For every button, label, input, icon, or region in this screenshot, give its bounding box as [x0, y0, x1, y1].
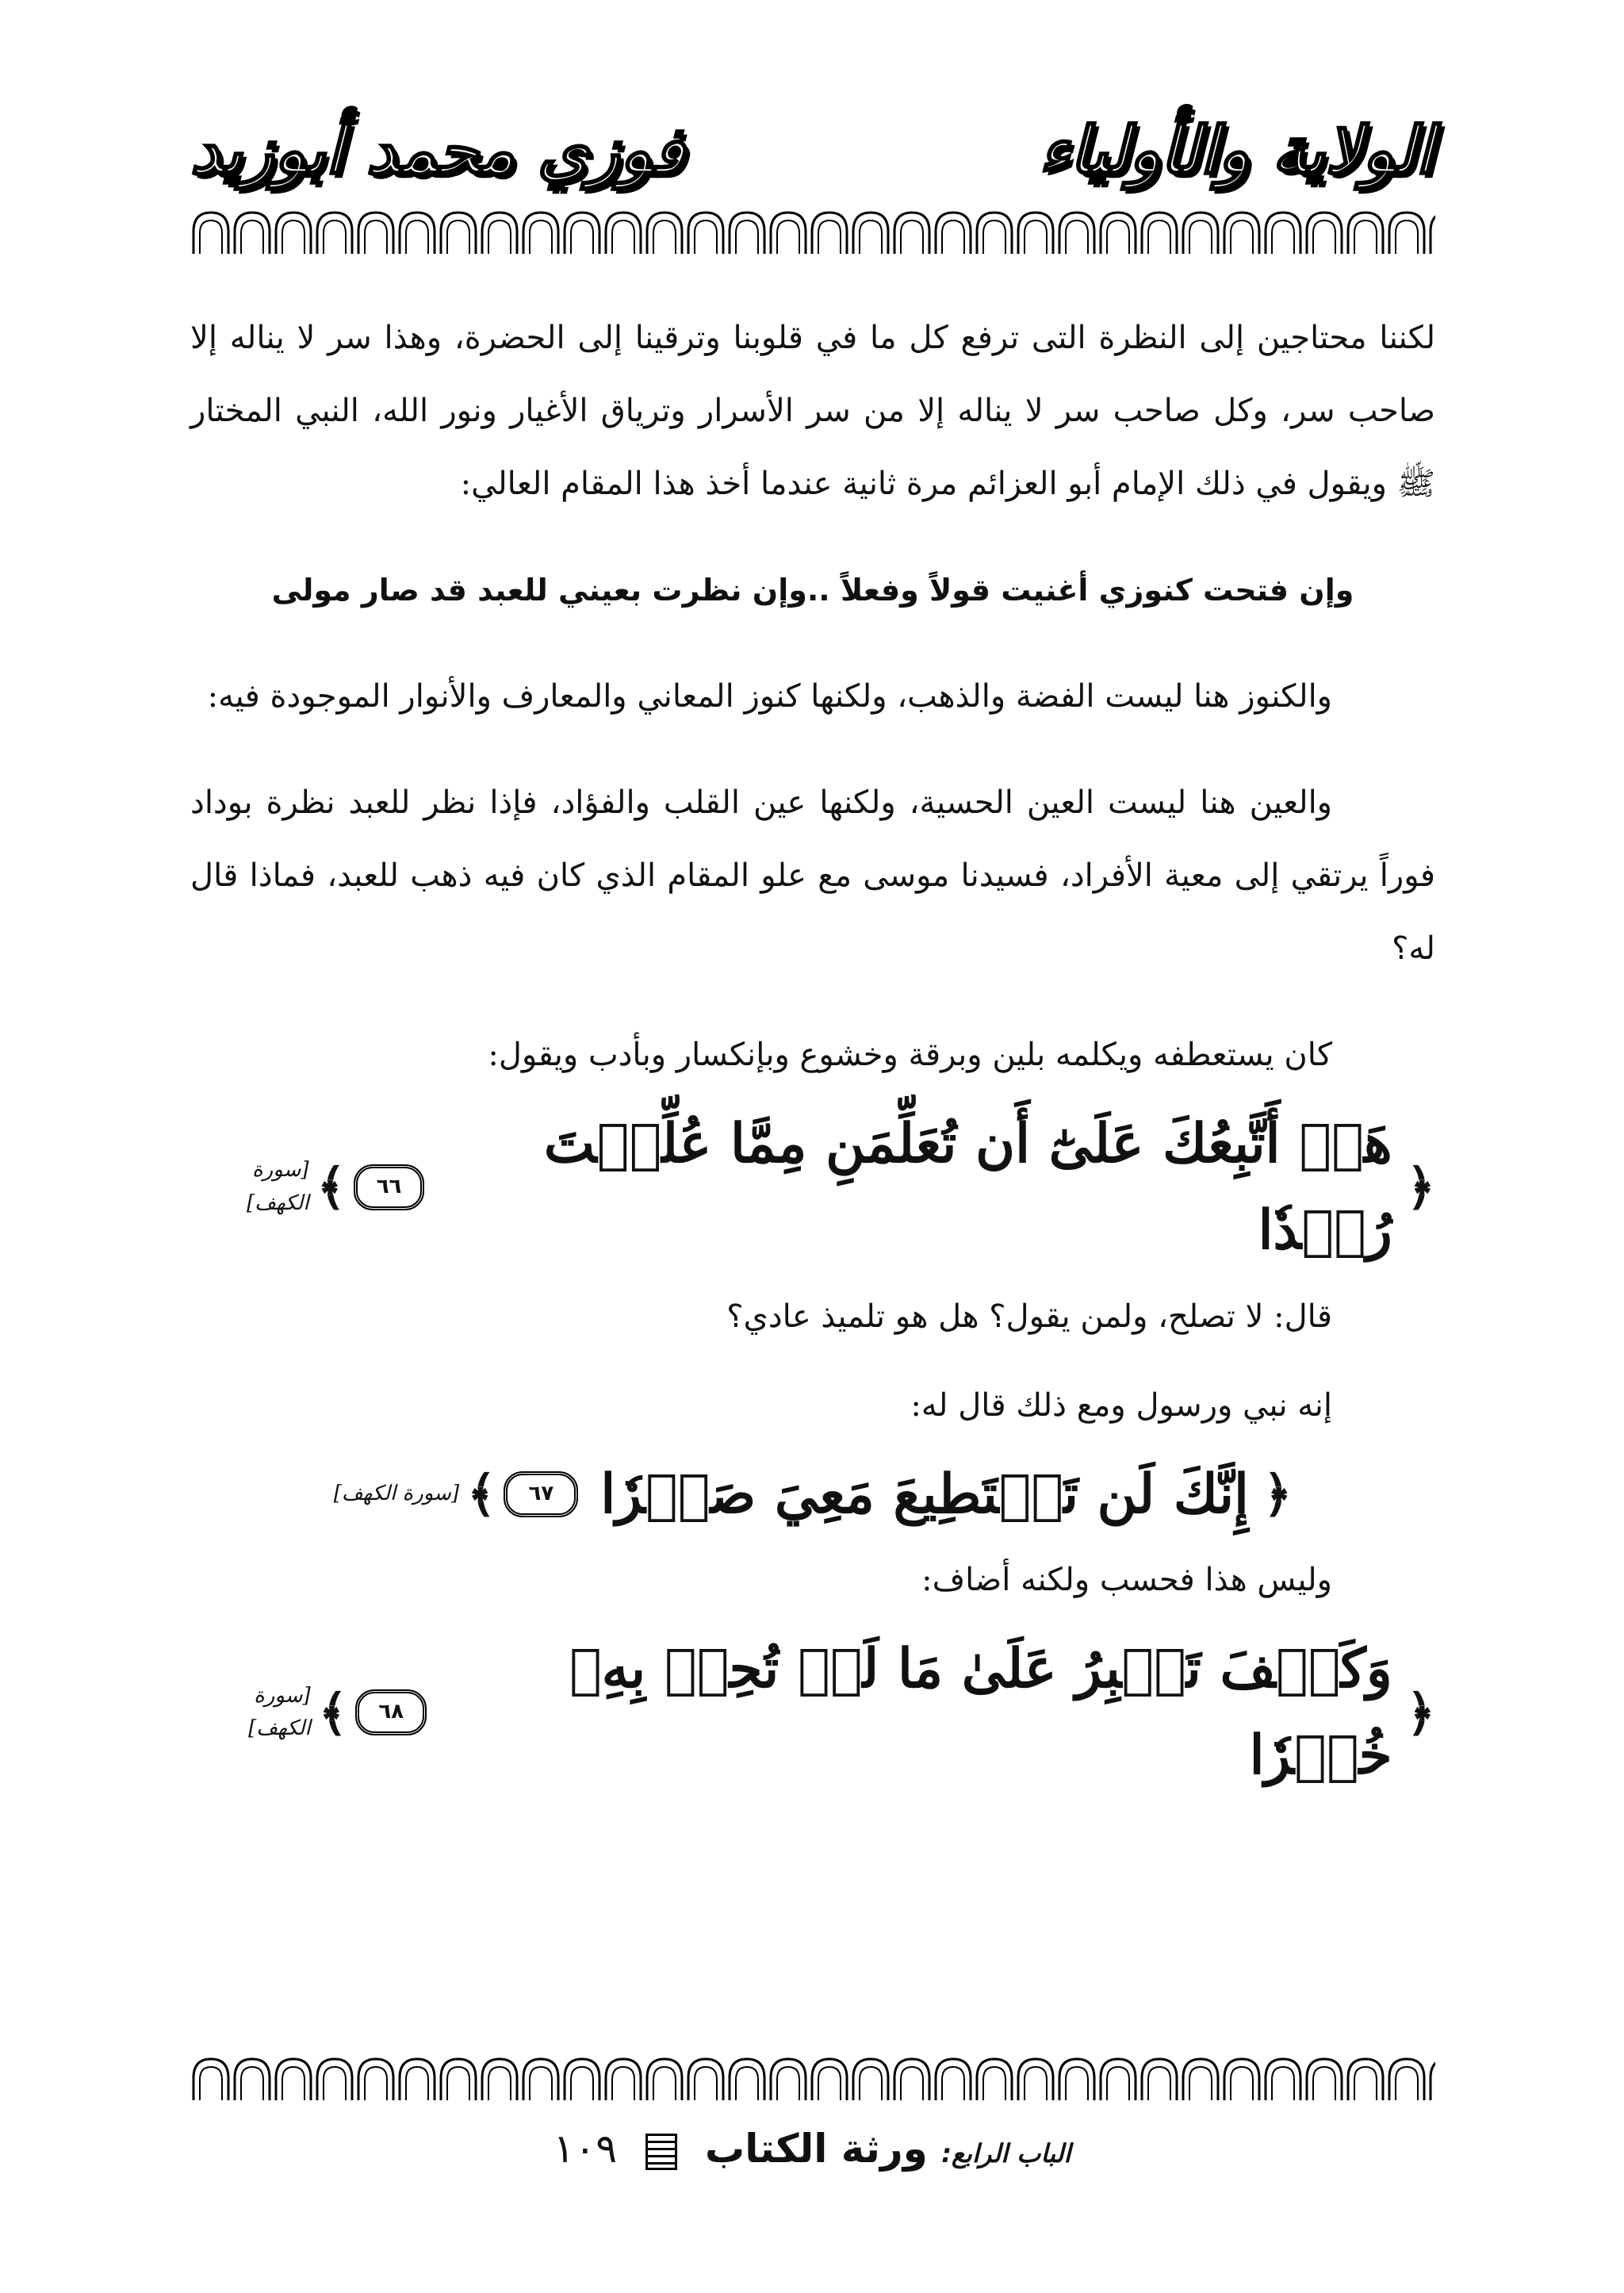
- poem-verse: وإن فتحت كنوزي أغنيت قولاً وفعلاً ..وإن نظرت بعيني للعبد قد صار مولى: [271, 573, 1354, 608]
- quran-verse: [190, 1451, 1435, 1538]
- paragraph: وليس هذا فحسب ولكنه أضاف:: [921, 1562, 1332, 1599]
- paragraph: لكننا محتاجين إلى النظرة التى ترفع كل ما في قلوبنا وترقينا إلى الحضرة، وهذا سر لا يناله إلا صاحب سر، وكل صاحب سر لا يناله إلا من سر الأسرار وترياق الأغيار ونور الله، النبي المختار ﷺ ويقول في ذلك الإمام أبو العزائم مرة ثانية عندما أخذ هذا المقام العالي:: [190, 320, 1436, 502]
- verse-open-bracket: ﴿: [1406, 1158, 1435, 1217]
- author-name: فوزي محمد أبوزيد: [190, 113, 685, 189]
- ayah-number-icon: ٦٦: [354, 1164, 424, 1210]
- book-icon: [645, 2134, 677, 2170]
- verse-text: وَكَيۡفَ تَصۡبِرُ عَلَىٰ مَا لَمۡ تُحِطۡ بِهِۦ خُبۡرٗا: [569, 1637, 1392, 1788]
- page-header: [190, 103, 1434, 198]
- decorative-arch-border-top: [190, 208, 1435, 255]
- chapter-label: الباب الرابع:: [941, 2138, 1071, 2168]
- verse-close-bracket: ﴾: [318, 1683, 348, 1742]
- chapter-title: ورثة الكتاب: [704, 2126, 928, 2172]
- surah-reference: [سورة الكهف]: [333, 1482, 460, 1506]
- quran-verse: [190, 1101, 1435, 1274]
- verse-close-bracket: ﴾: [467, 1465, 496, 1524]
- verse-text: هَلۡ أَتَّبِعُكَ عَلَىٰٓ أَن تُعَلِّمَنِ مِمَّا عُلِّمۡتَ رُشۡدٗا: [543, 1112, 1392, 1262]
- verse-open-bracket: ﴿: [1406, 1683, 1435, 1742]
- ayah-number-icon: ٦٨: [355, 1689, 427, 1735]
- verse-text: إِنَّكَ لَن تَسۡتَطِيعَ مَعِيَ صَبۡرٗا: [600, 1462, 1249, 1526]
- surah-reference: [سورة الكهف]: [248, 1683, 311, 1741]
- verse-open-bracket: ﴿: [1262, 1465, 1293, 1524]
- page-number: ١٠٩: [553, 2126, 618, 2172]
- page-body: [190, 301, 1435, 1805]
- page-footer: [0, 2126, 1624, 2172]
- paragraph: والعين هنا ليست العين الحسية، ولكنها عين القلب والفؤاد، فإذا نظر للعبد نظرة بوداد فوراً يرتقي إلى معية الأفراد، فسيدنا موسى مع علو المقام الذي كان فيه ذهب للعبد، فماذا قال له؟: [190, 784, 1435, 967]
- paragraph: والكنوز هنا ليست الفضة والذهب، ولكنها كنوز المعاني والمعارف والأنوار الموجودة فيه:: [207, 678, 1332, 715]
- book-title: الولاية والأولياء: [1039, 113, 1434, 189]
- verse-close-bracket: ﴾: [316, 1158, 346, 1217]
- decorative-arch-border-bottom: [190, 2054, 1435, 2102]
- paragraph: إنه نبي ورسول ومع ذلك قال له:: [910, 1386, 1332, 1424]
- paragraph: قال: لا تصلح، ولمن يقول؟ هل هو تلميذ عادي؟: [726, 1298, 1332, 1335]
- quran-verse: [190, 1626, 1435, 1799]
- paragraph: كان يستعطفه ويكلمه بلين وبرقة وخشوع وبإنكسار وبأدب ويقول:: [488, 1037, 1332, 1073]
- surah-reference: [سورة الكهف]: [247, 1158, 309, 1215]
- ayah-number-icon: ٦٧: [504, 1471, 578, 1517]
